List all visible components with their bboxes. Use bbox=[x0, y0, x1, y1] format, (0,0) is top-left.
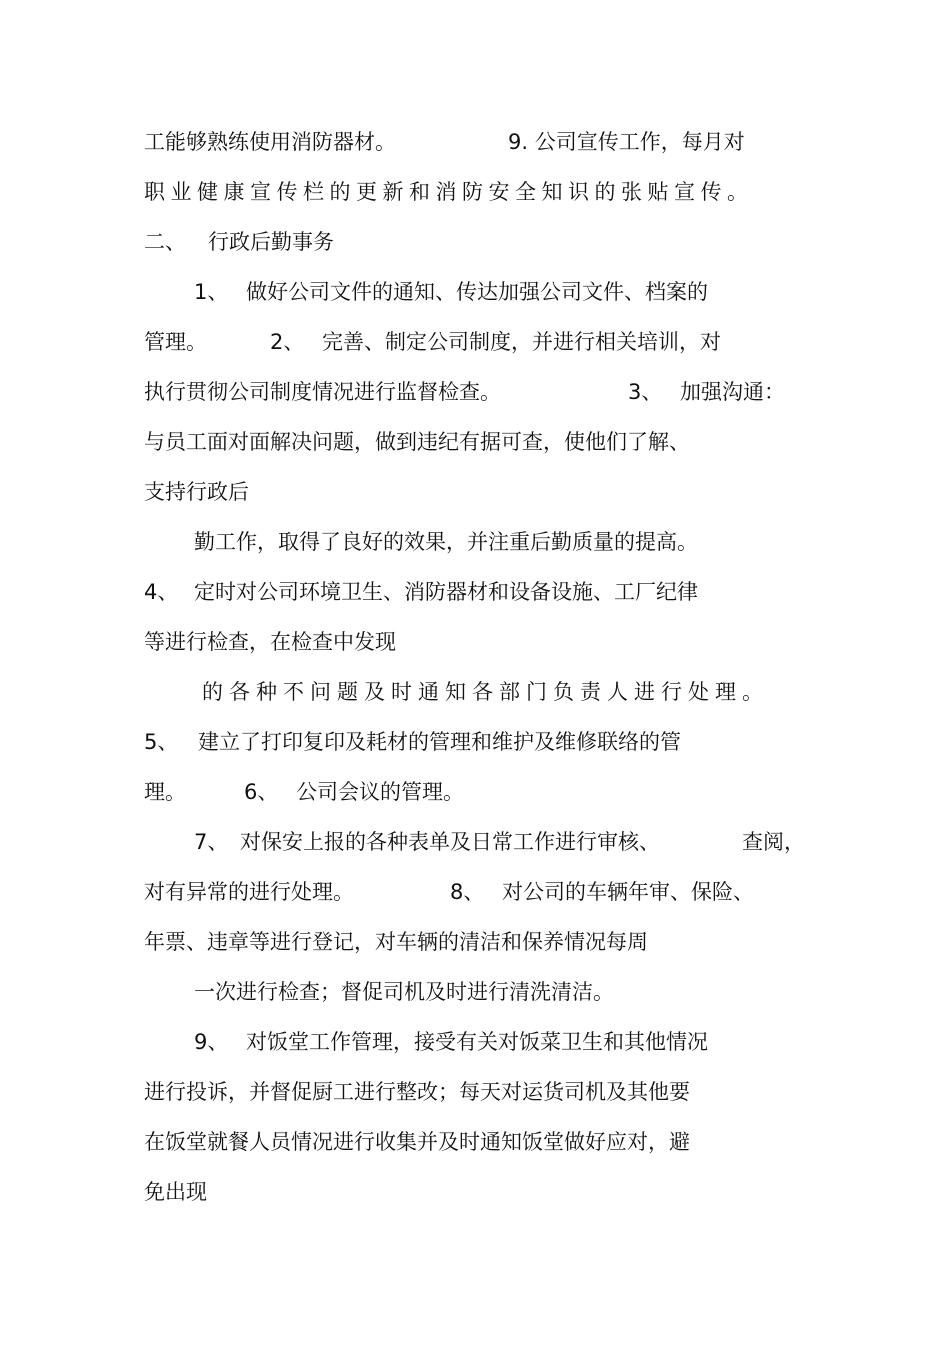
item-number: 1、 bbox=[194, 280, 229, 304]
section-number: 二、 bbox=[144, 230, 186, 254]
text-segment: 做好公司文件的通知、传达加强公司文件、档案的 bbox=[246, 280, 708, 304]
item-number: 3、 bbox=[628, 380, 663, 404]
text-segment: 管理。 bbox=[144, 330, 207, 354]
text-segment: 执行贯彻公司制度情况进行监督检查。 bbox=[144, 380, 501, 404]
text-segment: 公司会议的管理。 bbox=[296, 780, 464, 804]
item-number: 4、 bbox=[144, 580, 179, 604]
item-number: 6、 bbox=[244, 780, 279, 804]
text-segment: 在饭堂就餐人员情况进行收集并及时通知饭堂做好应对，避 bbox=[144, 1130, 690, 1154]
text-segment: 工能够熟练使用消防器材。 bbox=[144, 130, 396, 154]
text-segment: 职业健康宣传栏的更新和消防安全知识的张贴宣传。 bbox=[144, 180, 754, 204]
text-segment: 对有异常的进行处理。 bbox=[144, 880, 354, 904]
text-segment: 与员工面对面解决问题，做到违纪有据可查，使他们了解、 bbox=[144, 430, 690, 454]
text-segment: 年票、违章等进行登记，对车辆的清洁和保养情况每周 bbox=[144, 930, 648, 954]
text-segment: 建立了打印复印及耗材的管理和维护及维修联络的管 bbox=[198, 730, 681, 754]
text-segment: 加强沟通： bbox=[680, 380, 785, 404]
text-segment: 理。 bbox=[144, 780, 186, 804]
text-segment: 等进行检查，在检查中发现 bbox=[144, 630, 396, 654]
text-segment: 对保安上报的各种表单及日常工作进行审核、 bbox=[240, 830, 660, 854]
text-segment: 查阅， bbox=[742, 830, 805, 854]
section-title: 行政后勤事务 bbox=[208, 230, 334, 254]
text-segment: 勤工作，取得了良好的效果，并注重后勤质量的提高。 bbox=[194, 530, 698, 554]
text-segment: 定时对公司环境卫生、消防器材和设备设施、工厂纪律 bbox=[194, 580, 698, 604]
item-number: 2、 bbox=[270, 330, 305, 354]
item-number: 5、 bbox=[144, 730, 179, 754]
text-segment: 进行投诉，并督促厨工进行整改；每天对运货司机及其他要 bbox=[144, 1080, 690, 1104]
item-number: 9、 bbox=[194, 1030, 229, 1054]
item-number: 7、 bbox=[194, 830, 229, 854]
item-number: 8、 bbox=[450, 880, 485, 904]
text-segment: 支持行政后 bbox=[144, 480, 249, 504]
text-segment: 完善、制定公司制度，并进行相关培训，对 bbox=[322, 330, 721, 354]
text-segment: 9. 公司宣传工作，每月对 bbox=[508, 130, 745, 154]
text-segment: 对公司的车辆年审、保险、 bbox=[502, 880, 754, 904]
text-segment: 对饭堂工作管理，接受有关对饭菜卫生和其他情况 bbox=[246, 1030, 708, 1054]
text-segment: 一次进行检查；督促司机及时进行清洗清洁。 bbox=[194, 980, 614, 1004]
text-segment: 免出现 bbox=[144, 1180, 207, 1204]
text-segment: 的各种不问题及时通知各部门负责人进行处理。 bbox=[202, 680, 769, 704]
